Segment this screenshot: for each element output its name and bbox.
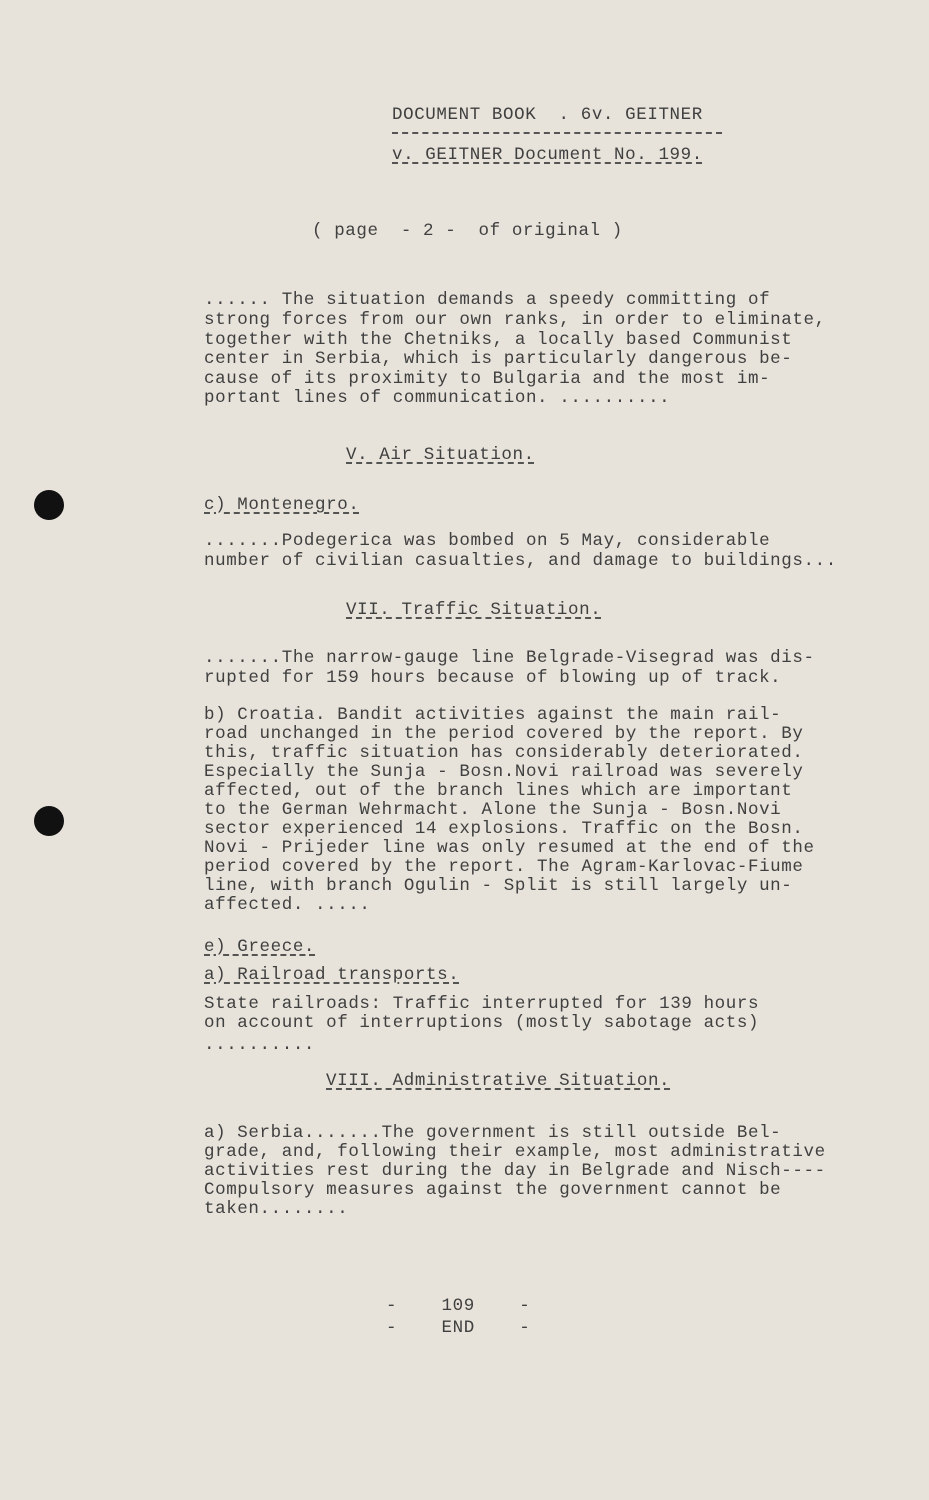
text-line: rupted for 159 hours because of blowing up of track. <box>204 668 782 688</box>
punch-hole-bottom <box>34 806 64 836</box>
text-line: line, with branch Ogulin - Split is still largely un- <box>204 876 793 896</box>
text-line: grade, and, following their example, most administrative <box>204 1142 826 1162</box>
text-line: number of civilian casualties, and damage to buildings... <box>204 551 837 571</box>
subheading-railroad: a) Railroad transports. <box>204 965 460 985</box>
subheading-montenegro: c) Montenegro. <box>204 495 360 515</box>
section-heading-air: V. Air Situation. <box>346 445 535 465</box>
text-line: period covered by the report. The Agram-Karlovac-Fiume <box>204 857 804 877</box>
text-line: ...... The situation demands a speedy committing of <box>204 290 771 310</box>
text-line: together with the Chetniks, a locally based Communist <box>204 330 793 350</box>
text-line: a) Serbia.......The government is still outside Bel- <box>204 1123 782 1143</box>
text-line: Especially the Sunja - Bosn.Novi railroad was severely <box>204 762 804 782</box>
text-line: this, traffic situation has considerably deteriorated. <box>204 743 804 763</box>
text-line: center in Serbia, which is particularly dangerous be- <box>204 349 793 369</box>
end-mark: - END - <box>386 1318 531 1338</box>
text-line: State railroads: Traffic interrupted for 139 hours <box>204 994 760 1014</box>
page-number: - 109 - <box>386 1296 531 1316</box>
text-line: .......... <box>204 1035 316 1055</box>
text-line: b) Croatia. Bandit activities against the main rail- <box>204 705 782 725</box>
text-line: on account of interruptions (mostly sabotage acts) <box>204 1013 760 1033</box>
text-line: taken........ <box>204 1199 349 1219</box>
subheading-greece: e) Greece. <box>204 937 316 957</box>
text-line: Compulsory measures against the government cannot be <box>204 1180 782 1200</box>
doc-number: v. GEITNER Document No. 199. <box>392 145 703 165</box>
section-heading-admin: VIII. Administrative Situation. <box>326 1071 671 1091</box>
text-line: cause of its proximity to Bulgaria and the most im- <box>204 369 771 389</box>
doc-book-title: DOCUMENT BOOK . 6v. GEITNER <box>392 105 703 125</box>
text-line: affected. ..... <box>204 895 371 915</box>
section-heading-traffic: VII. Traffic Situation. <box>346 600 602 620</box>
page-note: ( page - 2 - of original ) <box>312 221 623 241</box>
text-line: to the German Wehrmacht. Alone the Sunja - Bosn.Novi <box>204 800 782 820</box>
text-line: Novi - Prijeder line was only resumed at the end of the <box>204 838 815 858</box>
text-line: affected, out of the branch lines which are important <box>204 781 793 801</box>
text-line: strong forces from our own ranks, in order to eliminate, <box>204 310 826 330</box>
punch-hole-top <box>34 490 64 520</box>
text-line: road unchanged in the period covered by the report. By <box>204 724 804 744</box>
text-line: sector experienced 14 explosions. Traffic on the Bosn. <box>204 819 804 839</box>
text-line: .......Podegerica was bombed on 5 May, considerable <box>204 531 771 551</box>
text-line: .......The narrow-gauge line Belgrade-Visegrad was dis- <box>204 648 815 668</box>
text-line: activities rest during the day in Belgrade and Nisch---- <box>204 1161 826 1181</box>
header-rule <box>392 132 722 134</box>
text-line: portant lines of communication. .......... <box>204 388 671 408</box>
